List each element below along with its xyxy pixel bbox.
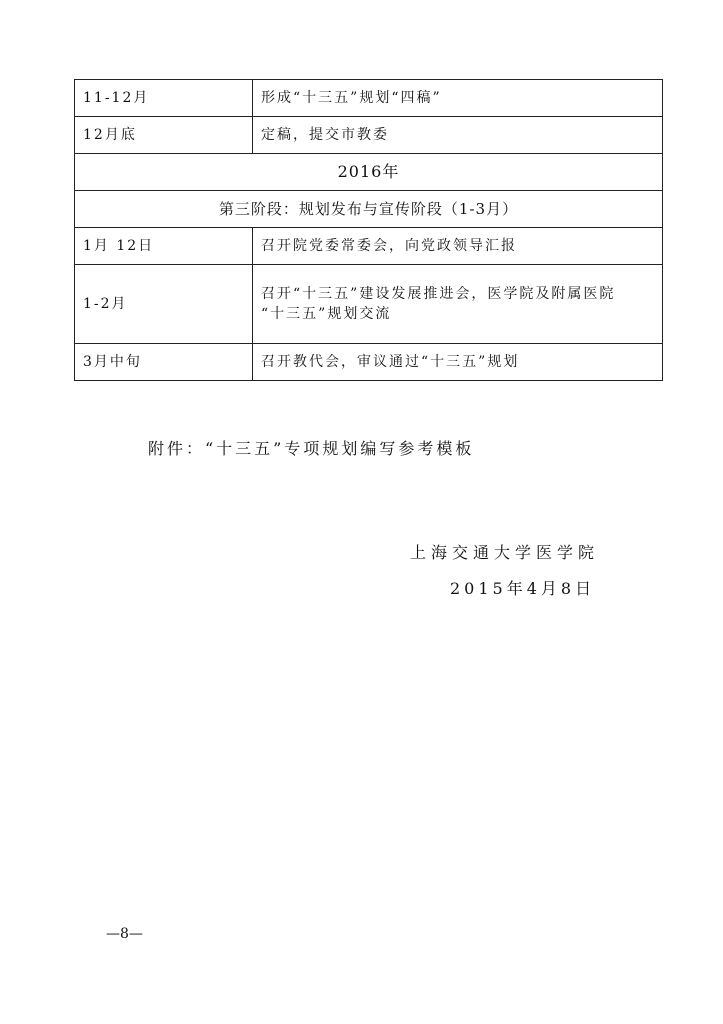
row-description: 召开教代会，审议通过“十三五”规划: [253, 344, 663, 381]
table-row: [75, 228, 663, 265]
page-number: —8—: [106, 926, 143, 942]
signature-organization: 上海交通大学医学院: [410, 543, 600, 562]
row-date: 1-2月: [75, 265, 253, 344]
stage-header-row: [75, 191, 663, 228]
row-description-line-1: 召开“十三五”建设发展推进会，医学院及附属医院: [261, 286, 616, 302]
row-description: 形成“十三五”规划“四稿”: [253, 80, 663, 117]
row-date: 3月中旬: [75, 344, 253, 381]
year-header-row: [75, 154, 663, 191]
row-description: [253, 265, 663, 344]
table-row: [75, 265, 663, 344]
table-row: [75, 117, 663, 154]
attachment-note: 附件：“十三五”专项规划编写参考模板: [148, 439, 475, 458]
row-date: 11-12月: [75, 80, 253, 117]
row-description: 召开院党委常委会，向党政领导汇报: [253, 228, 663, 265]
signature-date: 2015年4月8日: [450, 579, 596, 598]
table-row: [75, 344, 663, 381]
row-description-line-2: “十三五”规划交流: [261, 306, 392, 322]
schedule-table: [74, 79, 663, 381]
table-row: [75, 80, 663, 117]
stage-header: 第三阶段：规划发布与宣传阶段（1-3月）: [75, 191, 663, 228]
year-header: 2016年: [75, 154, 663, 191]
row-date: 1月 12日: [75, 228, 253, 265]
row-description: 定稿，提交市教委: [253, 117, 663, 154]
row-date: 12月底: [75, 117, 253, 154]
